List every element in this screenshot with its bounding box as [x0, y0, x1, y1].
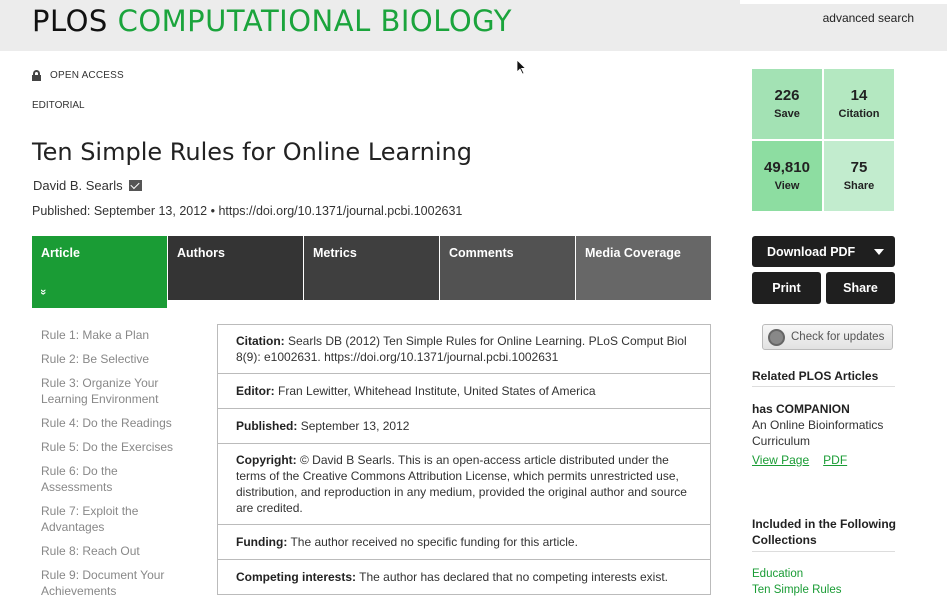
tab-label: Article	[41, 246, 80, 260]
toc-item[interactable]: Rule 1: Make a Plan	[41, 328, 150, 342]
download-pdf-label: Download PDF	[767, 244, 856, 259]
journal-logo[interactable]	[32, 3, 512, 39]
funding-text: The author received no specific funding for this article.	[290, 535, 578, 549]
logo-plos: PLOS	[32, 4, 108, 38]
published-row	[218, 409, 710, 444]
print-button[interactable]: Print	[752, 272, 821, 304]
crossmark-icon	[768, 329, 785, 346]
competing-interests-text: The author has declared that no competing interests exist.	[359, 570, 668, 584]
download-pdf-button[interactable]	[752, 236, 895, 267]
metric-value: 75	[850, 159, 868, 176]
article-title: Ten Simple Rules for Online Learning	[32, 138, 473, 166]
author-name[interactable]: David B. Searls	[33, 178, 123, 193]
companion-label: has COMPANION	[752, 402, 850, 416]
email-icon[interactable]	[129, 180, 142, 191]
funding-row	[218, 525, 710, 560]
toc-item[interactable]: Rule 9: Document Your Achievements	[41, 568, 165, 597]
metric-label: Citation	[838, 108, 880, 120]
published-text: September 13, 2012	[300, 419, 410, 433]
copyright-text: © David B Searls. This is an open-access article distributed under the terms of the Creative Commons Attribution License, which permits unrestricted use, distribution, and reproduction in any medium, provided the original author and source are credited.	[236, 453, 687, 515]
tab-article[interactable]	[32, 236, 167, 308]
related-article	[752, 401, 902, 468]
citation-row	[218, 325, 710, 374]
metric-label: Share	[843, 180, 875, 192]
editor-text: Fran Lewitter, Whitehead Institute, United States of America	[278, 384, 596, 398]
article-info-box	[217, 324, 711, 595]
toc-item[interactable]: Rule 7: Exploit the Advantages	[41, 504, 139, 534]
toc-item[interactable]: Rule 5: Do the Exercises	[41, 440, 174, 454]
tab-comments[interactable]	[440, 236, 575, 300]
copyright-row	[218, 444, 710, 525]
metric-value: 14	[850, 87, 868, 104]
funding-label: Funding:	[236, 535, 288, 549]
mouse-cursor-icon	[516, 59, 527, 75]
citation-text: Searls DB (2012) Ten Simple Rules for Online Learning. PLoS Comput Biol 8(9): e1002631. https://doi.org/10.1371/journal.pcbi.1002631	[236, 334, 687, 364]
caret-down-icon[interactable]	[874, 249, 884, 255]
open-access-text: OPEN ACCESS	[50, 70, 124, 81]
check-for-updates-label: Check for updates	[791, 331, 885, 343]
table-of-contents	[41, 327, 191, 597]
editor-label: Editor:	[236, 384, 275, 398]
metric-view[interactable]	[752, 141, 822, 211]
competing-interests-row	[218, 560, 710, 594]
chevron-down-icon: »	[37, 288, 50, 296]
article-type: EDITORIAL	[32, 100, 85, 111]
published-label: Published:	[236, 419, 298, 433]
advanced-search-link[interactable]: advanced search	[822, 11, 914, 25]
metric-share[interactable]	[824, 141, 894, 211]
copyright-label: Copyright:	[236, 453, 297, 467]
tab-media-coverage[interactable]	[576, 236, 711, 300]
metric-label: Save	[774, 108, 800, 120]
citation-label: Citation:	[236, 334, 285, 348]
collection-link-ten-simple-rules[interactable]: Ten Simple Rules	[752, 584, 842, 596]
logo-journal-name: COMPUTATIONAL BIOLOGY	[117, 4, 512, 38]
tab-label: Metrics	[313, 246, 357, 260]
divider	[752, 551, 895, 552]
related-articles-heading: Related PLOS Articles	[752, 369, 879, 383]
companion-title[interactable]: An Online Bioinformatics Curriculum	[752, 418, 884, 448]
article-tabs	[32, 236, 711, 300]
toc-item[interactable]: Rule 2: Be Selective	[41, 352, 150, 366]
tab-label: Media Coverage	[585, 246, 681, 260]
site-header	[0, 0, 947, 51]
competing-interests-label: Competing interests:	[236, 570, 357, 584]
collection-link-education[interactable]: Education	[752, 568, 804, 580]
open-access-label	[32, 70, 124, 81]
metric-citation[interactable]	[824, 69, 894, 139]
tab-label: Comments	[449, 246, 514, 260]
tab-authors[interactable]	[168, 236, 303, 300]
toc-item[interactable]: Rule 4: Do the Readings	[41, 416, 172, 430]
tab-metrics[interactable]	[304, 236, 439, 300]
check-for-updates-button[interactable]	[762, 324, 893, 350]
view-page-link[interactable]: View Page	[752, 453, 810, 467]
tab-label: Authors	[177, 246, 225, 260]
search-input[interactable]	[740, 0, 947, 4]
metric-save[interactable]	[752, 69, 822, 139]
editor-row	[218, 374, 710, 409]
article-metrics	[752, 69, 895, 212]
metric-value: 226	[774, 87, 800, 104]
share-button[interactable]: Share	[826, 272, 895, 304]
metric-value: 49,810	[764, 159, 810, 176]
lock-icon	[32, 70, 42, 81]
author-line	[33, 178, 142, 193]
pdf-link[interactable]: PDF	[823, 453, 848, 467]
collections-heading: Included in the Following Collections	[752, 517, 896, 547]
toc-item[interactable]: Rule 6: Do the Assessments	[41, 464, 118, 494]
metric-label: View	[774, 180, 800, 192]
toc-item[interactable]: Rule 3: Organize Your Learning Environment	[41, 376, 159, 406]
divider	[752, 386, 895, 387]
toc-item[interactable]: Rule 8: Reach Out	[41, 544, 140, 558]
published-doi-line: Published: September 13, 2012 • https://doi.org/10.1371/journal.pcbi.1002631	[32, 204, 463, 218]
